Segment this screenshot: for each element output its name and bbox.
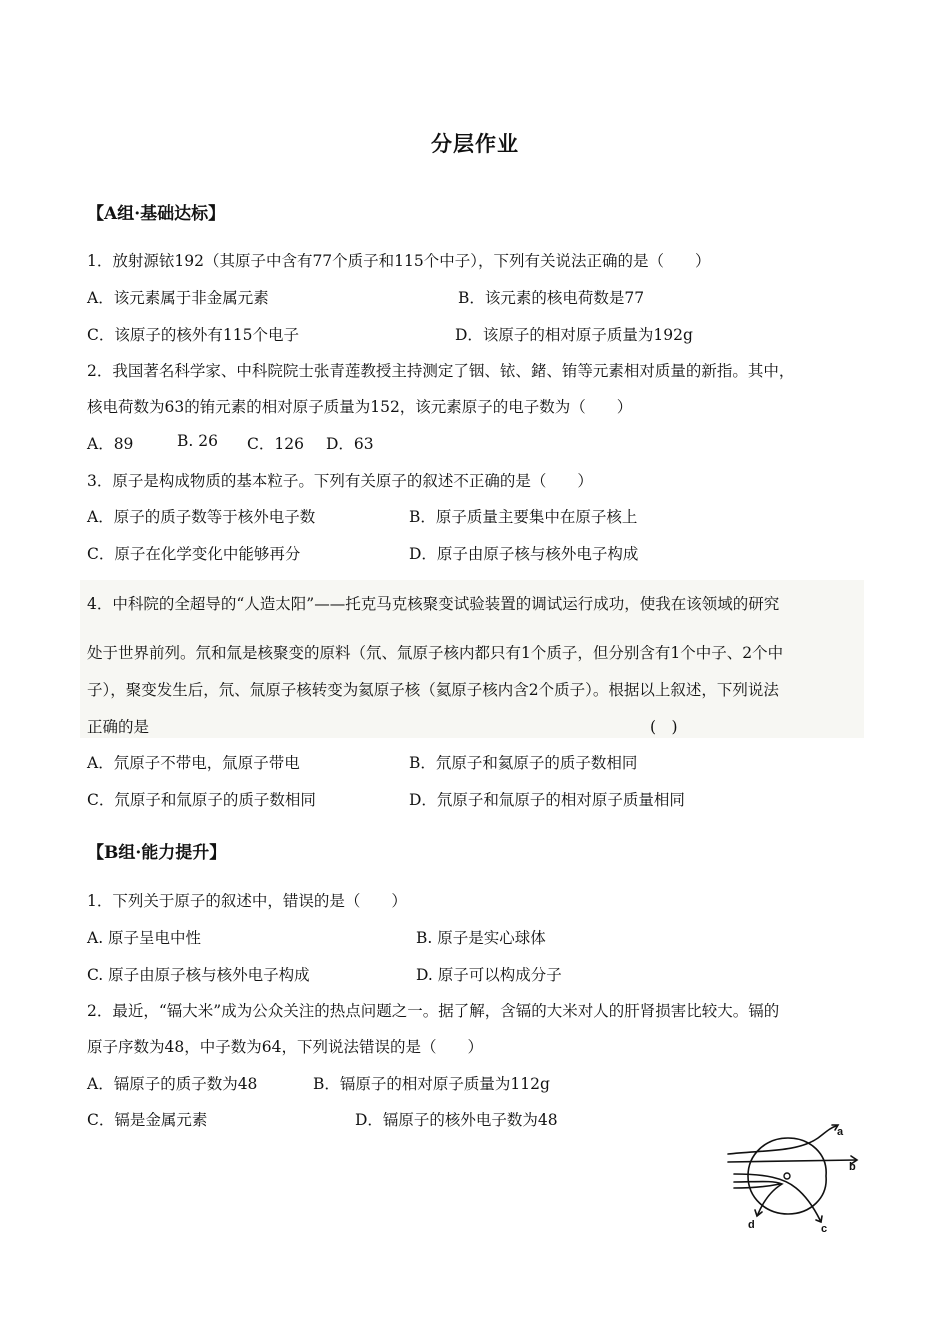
alpha-scattering-diagram — [726, 1124, 866, 1236]
b-q1-option-c: C. 原子由原子核与核外电子构成 — [87, 966, 310, 984]
a-q2-option-a: A．89 — [87, 435, 134, 453]
page-title: 分层作业 — [431, 131, 519, 156]
section-b-heading: 【B组·能力提升】 — [87, 843, 227, 863]
b-q2-stem-line2: 原子序数为48，中子数为64，下列说法错误的是（ ） — [87, 1038, 483, 1056]
trajectory-b — [728, 1160, 856, 1162]
a-q3-option-a: A．原子的质子数等于核外电子数 — [87, 508, 316, 526]
a-q4-option-b: B．氘原子和氦原子的质子数相同 — [409, 754, 638, 772]
b-q1-option-b: B. 原子是实心球体 — [416, 929, 546, 947]
a-q4-option-a: A．氘原子不带电，氚原子带电 — [87, 754, 300, 772]
a-q1-option-d: D．该原子的相对原子质量为192g — [455, 326, 693, 344]
a-q4-option-c: C．氘原子和氚原子的质子数相同 — [87, 791, 316, 809]
b-q2-stem-line1: 2．最近，“镉大米”成为公众关注的热点问题之一。据了解，含镉的大米对人的肝肾损害比较大。镉的 — [87, 1002, 780, 1020]
label-a: a — [837, 1126, 844, 1138]
a-q2-option-d: D．63 — [326, 435, 374, 453]
nucleus-dot — [784, 1173, 790, 1179]
a-q1-stem: 1．放射源铱192（其原子中含有77个质子和115个中子），下列有关说法正确的是（ ） — [87, 252, 711, 270]
b-q2-option-c: C．镉是金属元素 — [87, 1111, 208, 1129]
b-q1-option-a: A. 原子呈电中性 — [87, 929, 202, 947]
label-b: b — [849, 1161, 856, 1173]
a-q3-option-d: D．原子由原子核与核外电子构成 — [409, 545, 639, 563]
a-q4-answer-paren: ( ) — [650, 718, 678, 736]
a-q4-stem-line3: 子），聚变发生后，氘、氚原子核转变为氦原子核（氦原子核内含2个质子）。根据以上叙述，下列说法 — [87, 681, 779, 699]
label-c: c — [821, 1223, 828, 1235]
a-q4-option-d: D．氘原子和氚原子的相对原子质量相同 — [409, 791, 685, 809]
b-q2-option-a: A．镉原子的质子数为48 — [87, 1075, 258, 1093]
a-q1-option-b: B．该元素的核电荷数是77 — [458, 289, 645, 307]
trajectory-e — [734, 1184, 780, 1188]
a-q4-stem-line1: 4．中科院的全超导的“人造太阳”——托克马克核聚变试验装置的调试运行成功，使我在该领域的研究 — [87, 595, 780, 613]
a-q2-option-b: B. 26 — [177, 432, 218, 450]
a-q3-option-b: B．原子质量主要集中在原子核上 — [409, 508, 638, 526]
label-d: d — [748, 1219, 755, 1231]
a-q3-option-c: C．原子在化学变化中能够再分 — [87, 545, 301, 563]
a-q2-stem-line2: 核电荷数为63的铕元素的相对原子质量为152，该元素原子的电子数为（ ） — [87, 398, 633, 416]
a-q3-stem: 3．原子是构成物质的基本粒子。下列有关原子的叙述不正确的是（ ） — [87, 472, 593, 490]
a-q4-stem-line4: 正确的是 — [87, 718, 150, 736]
a-q1-option-a: A．该元素属于非金属元素 — [87, 289, 269, 307]
b-q2-option-d: D．镉原子的核外电子数为48 — [355, 1111, 558, 1129]
a-q4-stem-line2: 处于世界前列。氘和氚是核聚变的原料（氘、氚原子核内都只有1个质子，但分别含有1个中子、2个中 — [87, 644, 784, 662]
b-q2-option-b: B．镉原子的相对原子质量为112g — [313, 1075, 550, 1093]
a-q2-option-c: C．126 — [247, 435, 304, 453]
a-q2-stem-line1: 2．我国著名科学家、中科院院士张青莲教授主持测定了铟、铱、鍺、铕等元素相对质量的新指。其中， — [87, 362, 795, 380]
b-q1-option-d: D. 原子可以构成分子 — [416, 966, 562, 984]
trajectory-a — [728, 1126, 836, 1154]
b-q1-stem: 1．下列关于原子的叙述中，错误的是（ ） — [87, 892, 407, 910]
section-a-heading: 【A组·基础达标】 — [87, 204, 226, 224]
a-q1-option-c: C．该原子的核外有115个电子 — [87, 326, 299, 344]
